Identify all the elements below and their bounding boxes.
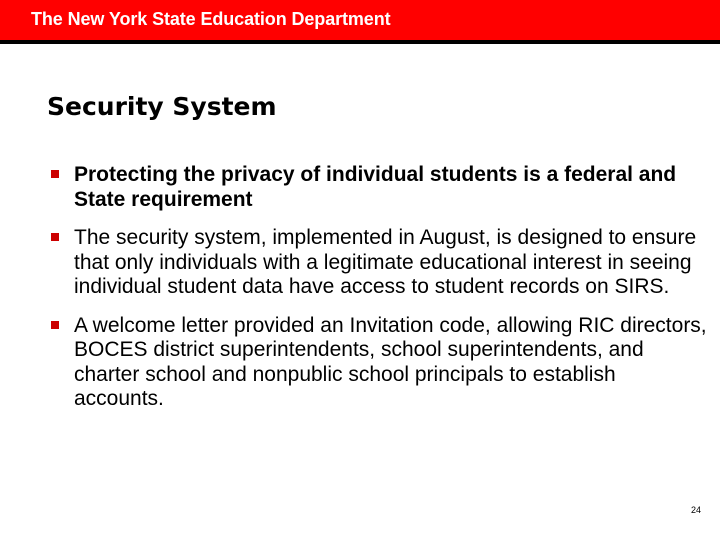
bullet-list	[48, 163, 708, 426]
bullet-text: A welcome letter provided an Invitation code, allowing RIC directors, BOCES district superintendents, school superintendents, and charter school and nonpublic school principals to establish accounts.	[74, 313, 707, 410]
square-bullet-icon	[51, 170, 59, 178]
header-title: The New York State Education Department	[31, 9, 391, 29]
square-bullet-icon	[51, 233, 59, 241]
bullet-item	[48, 314, 708, 412]
bullet-text: Protecting the privacy of individual students is a federal and State requirement	[74, 163, 677, 211]
bullet-item	[48, 163, 708, 212]
square-bullet-icon	[51, 321, 59, 329]
bullet-item	[48, 226, 708, 300]
slide-title: Security System	[47, 92, 277, 121]
page-number: 24	[691, 505, 702, 515]
header-shadow	[0, 40, 720, 44]
bullet-text: The security system, implemented in August, is designed to ensure that only individuals with a legitimate educational interest in seeing individual student data have access to student records on SIRS.	[74, 226, 697, 298]
